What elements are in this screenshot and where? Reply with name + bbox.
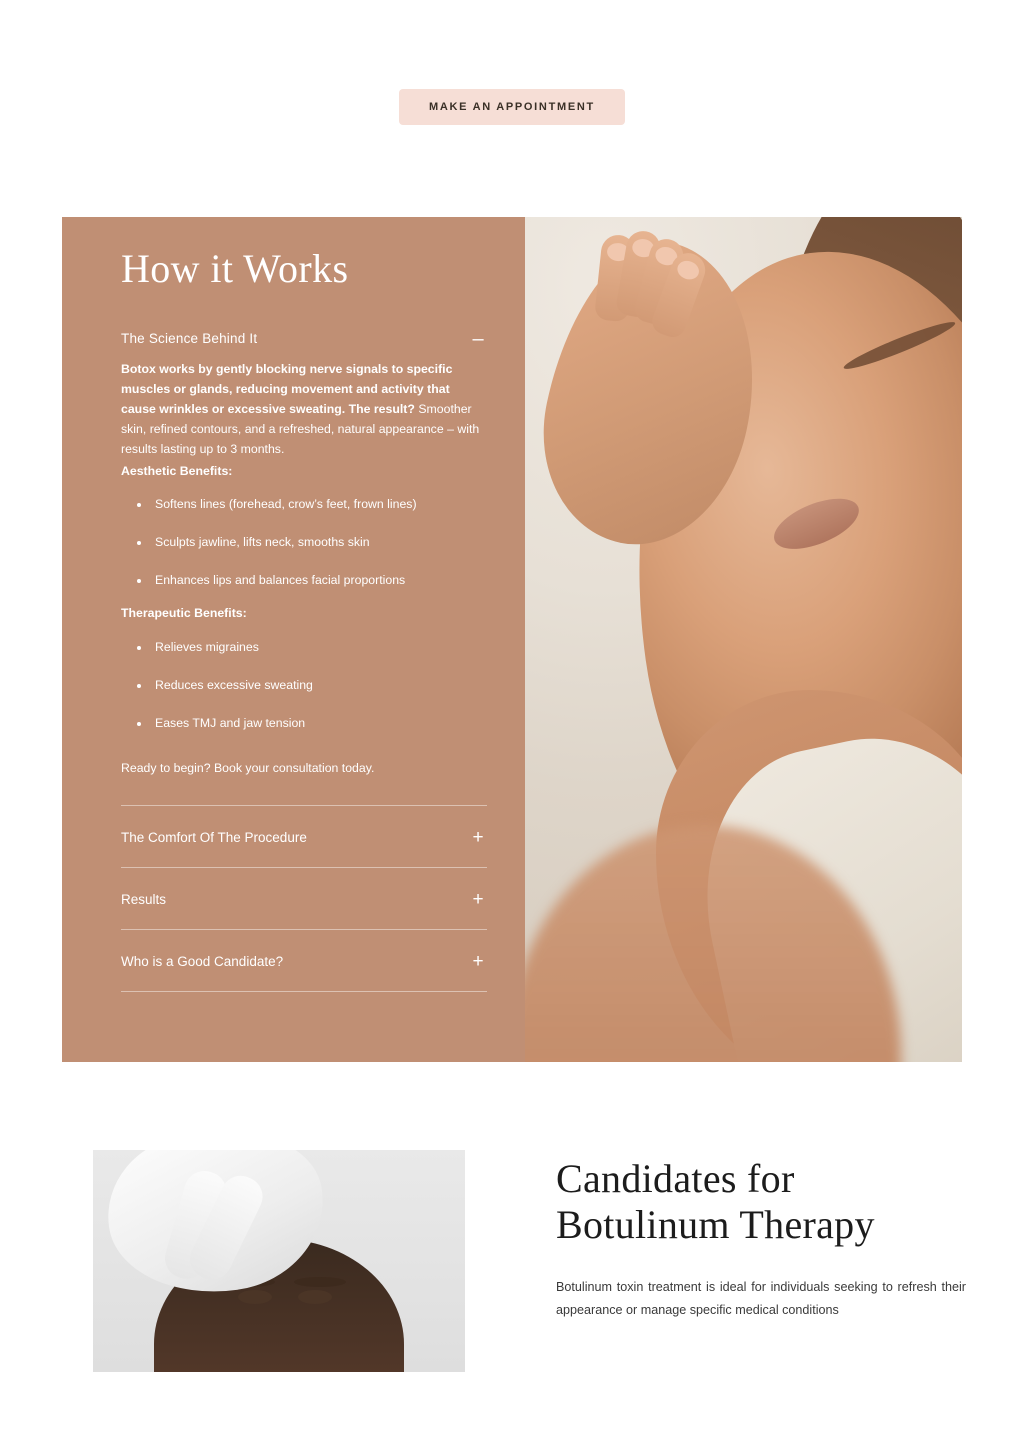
- accordion-label-comfort: The Comfort Of The Procedure: [121, 830, 307, 846]
- how-it-works-panel: [62, 217, 525, 1062]
- eyebrow-shape: [294, 1277, 346, 1287]
- eyebrow-shape: [841, 316, 958, 374]
- list-item: • Relieves migraines: [151, 638, 487, 658]
- aesthetic-benefits-heading: Aesthetic Benefits:: [121, 463, 233, 478]
- eye-shape: [238, 1290, 272, 1304]
- science-paragraph-rest: Smoother skin, refined contours, and a refreshed, natural appearance – with results lasting up to 3 months.: [121, 401, 480, 456]
- how-it-works-image: [525, 217, 962, 1062]
- list-item: • Reduces excessive sweating: [151, 676, 487, 696]
- accordion-label-candidate: Who is a Good Candidate?: [121, 954, 284, 970]
- list-item: • Softens lines (forehead, crow’s feet, frown lines): [151, 495, 487, 515]
- candidates-body: Botulinum toxin treatment is ideal for individuals seeking to refresh their appearance or manage specific medical conditions: [556, 1280, 966, 1317]
- make-an-appointment-button[interactable]: MAKE AN APPOINTMENT: [399, 89, 625, 125]
- minus-icon[interactable]: –: [472, 327, 484, 350]
- photo-backdrop: [525, 217, 962, 1062]
- accordion-label-results: Results: [121, 892, 167, 908]
- plus-icon[interactable]: +: [472, 950, 484, 972]
- candidates-section: [0, 1150, 1024, 1449]
- list-item: • Eases TMJ and jaw tension: [151, 714, 487, 734]
- lips-shape: [767, 489, 865, 560]
- how-it-works-title: How it Works: [121, 246, 349, 291]
- candidates-image: [93, 1150, 465, 1372]
- accordion-header-science[interactable]: [121, 327, 487, 360]
- appointment-bar: [0, 89, 1024, 125]
- therapeutic-benefits-heading: Therapeutic Benefits:: [121, 606, 247, 621]
- candidates-title: Candidates for Botulinum Therapy: [556, 1156, 875, 1247]
- accordion-item-science: [121, 327, 487, 806]
- how-it-works-section: [62, 217, 962, 1062]
- science-paragraph-bold: Botox works by gently blocking nerve signals to specific muscles or glands, reducing movement and activity that cause wrinkles or excessive sweating. The result?: [121, 362, 453, 416]
- aesthetic-benefits-list: [151, 495, 487, 590]
- therapeutic-benefits-list: [151, 638, 487, 733]
- fingernail-shape: [675, 258, 702, 282]
- science-paragraph: [121, 360, 487, 460]
- accordion-item-comfort[interactable]: [121, 806, 487, 868]
- booking-prompt: Ready to begin? Book your consultation today.: [121, 761, 375, 776]
- candidates-text: [556, 1156, 966, 1321]
- list-item: • Sculpts jawline, lifts neck, smooths skin: [151, 533, 487, 553]
- list-item: • Enhances lips and balances facial proportions: [151, 571, 487, 591]
- accordion-label-science: The Science Behind It: [121, 331, 258, 346]
- plus-icon[interactable]: +: [472, 888, 484, 910]
- accordion-item-candidate[interactable]: [121, 930, 487, 992]
- plus-icon[interactable]: +: [472, 826, 484, 848]
- eye-shape: [298, 1290, 332, 1304]
- accordion-body-science: [121, 360, 487, 779]
- divider: [121, 805, 487, 806]
- accordion-item-results[interactable]: [121, 868, 487, 930]
